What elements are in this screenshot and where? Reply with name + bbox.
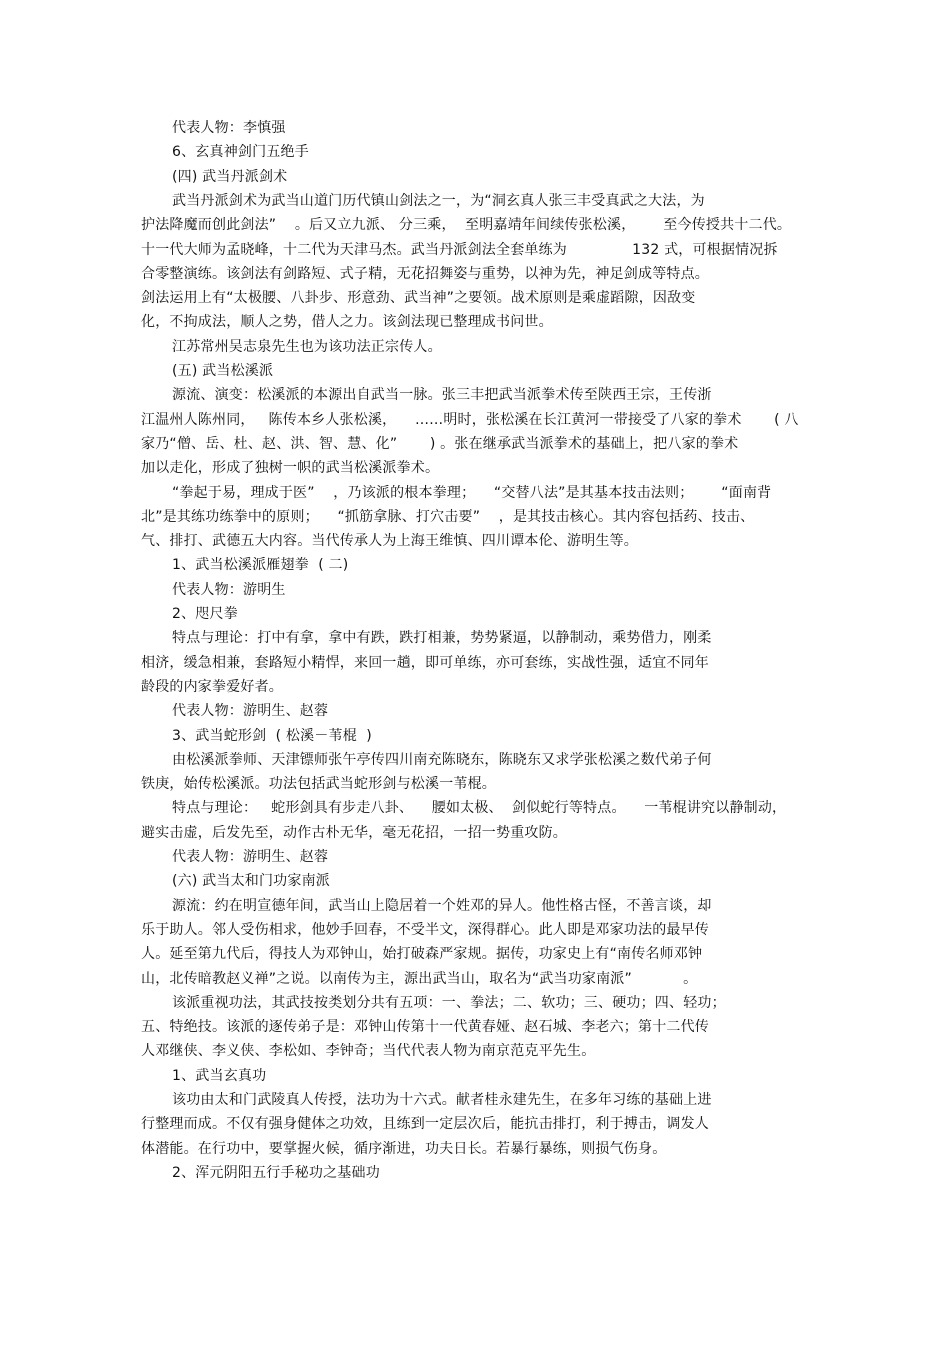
text-line: 代表人物：李慎强 <box>172 120 286 136</box>
text-line: (六) 武当太和门功家南派 <box>172 873 330 890</box>
text-line: 3、武当蛇形剑 ( 松溪－苇棍 ) <box>172 727 372 744</box>
text-line: 江苏常州吴志泉先生也为该功法正宗传人。 <box>172 338 442 355</box>
text-line: 行整理而成。不仅有强身健体之功效，且练到一定层次后，能抗击排打，利于搏击，调发人 <box>141 1116 709 1133</box>
text-line: 武当丹派剑术为武当山道门历代镇山剑法之一，为“洞玄真人张三丰受真武之大法，为 <box>172 192 705 209</box>
text-line: 北”是其练功练拳中的原则； “抓筋拿脉、打穴击要” ，是其技击核心。其内容包括药、技击、 <box>141 508 755 525</box>
text-line: 1、武当松溪派雁翅拳 ( 二) <box>172 557 349 574</box>
text-line: 加以走化，形成了独树一帜的武当松溪派拳术。 <box>141 460 440 477</box>
text-line: 五、特绝技。该派的逐传弟子是：邓钟山传第十一代黄春娅、赵石城、李老六；第十二代传 <box>141 1019 709 1036</box>
text-line: 特点与理论： 蛇形剑具有步走八卦、 腰如太极、 剑似蛇行等特点。 一苇棍讲究以静制动， <box>172 800 787 817</box>
text-line: 剑法运用上有“太极腰、八卦步、形意劲、武当神”之要领。战术原则是乘虚蹈隙，因敌变 <box>141 290 696 307</box>
text-line: 源流、演变：松溪派的本源出自武当一脉。张三丰把武当派拳术传至陕西王宗，王传浙 <box>172 387 712 404</box>
text-line: 代表人物：游明生、赵蓉 <box>172 703 329 720</box>
text-line: 代表人物：游明生 <box>172 581 286 598</box>
text-line: 人邓继侠、李义侠、李松如、李钟奇；当代代表人物为南京范克平先生。 <box>141 1043 596 1060</box>
text-line: 1、武当玄真功 <box>172 1067 267 1084</box>
text-line: 由松溪派拳师、天津镖师张午亭传四川南充陈晓东，陈晓东又求学张松溪之数代弟子何 <box>172 751 712 768</box>
text-line: (四) 武当丹派剑术 <box>172 168 288 185</box>
text-line: (五) 武当松溪派 <box>172 363 274 379</box>
text-line: 相济，缓急相兼，套路短小精悍，来回一趟，即可单练，亦可套练，实战性强，适宜不同年 <box>141 654 709 671</box>
text-line: 气、排打、武德五大内容。当代传承人为上海王维慎、四川谭本伦、游明生等。 <box>141 533 638 550</box>
text-line: 6、玄真神剑门五绝手 <box>172 144 309 161</box>
text-line: 乐于助人。邻人受伤相求，他妙手回春，不受半文，深得群心。此人即是邓家功法的最早传 <box>141 921 709 938</box>
text-line: “拳起于易，理成于医” ，乃该派的根本拳理； “交替八法”是其基本技击法则； “面南背 <box>172 484 772 501</box>
text-line: 该功由太和门武陵真人传授，法功为十六式。献者桂永建先生，在多年习练的基础上进 <box>172 1092 712 1108</box>
text-line: 龄段的内家拳爱好者。 <box>141 678 283 695</box>
text-line: 人。延至第九代后，得技人为邓钟山，始打破森严家规。据传，功家史上有“南传名师邓钟 <box>141 946 703 963</box>
text-line: 避实击虚，后发先至，动作古朴无华，毫无花招，一招一势重攻防。 <box>141 824 567 841</box>
text-line: 十一代大师为孟晓峰，十二代为天津马杰。武当丹派剑法全套单练为 132 式，可根据情况拆 <box>141 241 778 258</box>
text-line: 江温州人陈州同， 陈传本乡人张松溪， ……明时，张松溪在长江黄河一带接受了八家的拳术 ( 八 <box>141 411 799 428</box>
text-line: 2、浑元阴阳五行手秘功之基础功 <box>172 1164 380 1181</box>
text-line: 源流：约在明宣德年间，武当山上隐居着一个姓邓的异人。他性格古怪，不善言谈，却 <box>172 897 712 914</box>
text-line: 体潜能。在行功中，要掌握火候，循序渐进，功夫日长。若暴行暴练，则损气伤身。 <box>141 1140 667 1157</box>
text-line: 特点与理论：打中有拿，拿中有跌，跌打相兼，势势紧逼，以静制动，乘势借力，刚柔 <box>172 630 712 647</box>
text-line: 化，不拘成法，顺人之势，借人之力。该剑法现已整理成书问世。 <box>141 314 553 331</box>
text-line: 家乃“僧、岳、杜、赵、洪、智、慧、化” ) 。张在继承武当派拳术的基础上，把八家的拳术 <box>141 435 739 452</box>
text-line: 该派重视功法，其武技按类划分共有五项：一、拳法；二、软功；三、硬功；四、轻功； <box>172 994 726 1011</box>
text-line: 2、咫尺拳 <box>172 606 238 622</box>
text-line: 山，北传暗教赵义禅”之说。以南传为主，源出武当山，取名为“武当功家南派” 。 <box>141 970 698 987</box>
text-line: 合零整演练。该剑法有剑路短、式子精，无花招舞姿与重势，以神为先，神足剑成等特点。 <box>141 265 709 282</box>
text-line: 代表人物：游明生、赵蓉 <box>172 849 329 865</box>
text-line: 护法降魔而创此剑法” 。后又立九派、 分三乘， 至明嘉靖年间续传张松溪， 至今传授共十二代。 <box>141 217 792 234</box>
text-line: 铁庚，始传松溪派。功法包括武当蛇形剑与松溪一苇棍。 <box>141 776 496 793</box>
